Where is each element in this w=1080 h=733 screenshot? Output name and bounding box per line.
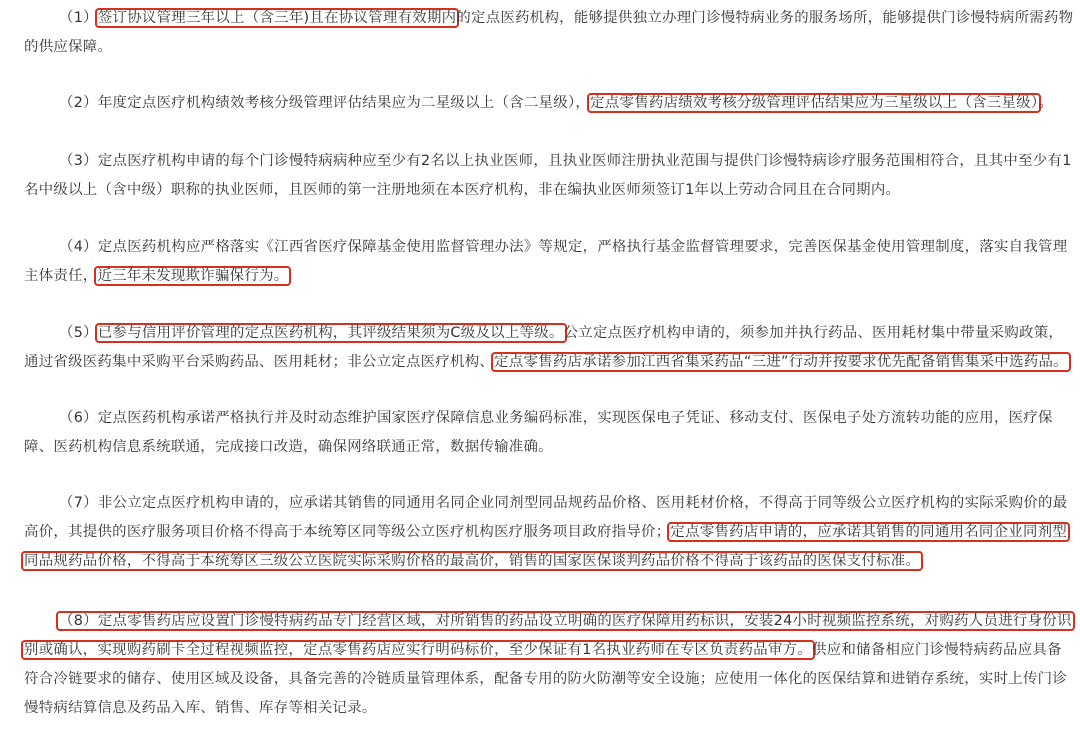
paragraph-1-line: [0, 34, 1080, 60]
paragraph-text: 供应和储备相应门诊慢特病药品应具备: [812, 642, 1062, 658]
paragraph-text: 通过省级医药集中采购平台采购药品、医用耗材；非公立定点医疗机构、: [24, 354, 495, 370]
paragraph-8-line: [0, 637, 1080, 663]
highlighted-text: 定点零售药店承诺参加江西省集采药品“三进”行动并按要求优先配备销售集采中选药品。: [491, 352, 1071, 372]
paragraph-4-line: [0, 263, 1080, 289]
paragraph-text: 公立定点医疗机构申请的，须参加并执行药品、医用耗材集中带量采购政策，: [563, 325, 1064, 341]
paragraph-6-line: [0, 405, 1080, 431]
paragraph-text: 高价，其提供的医疗服务项目价格不得高于本统筹区同等级公立医疗机构医疗服务项目政府指导价；: [24, 524, 671, 540]
paragraph-7-line: [0, 548, 1080, 574]
paragraph-text: （4）定点医药机构应严格落实《江西省医疗保障基金使用监督管理办法》等规定，严格执行基金监督管理要求，完善医保基金使用管理制度，落实自我管理: [59, 239, 1068, 255]
paragraph-text: 名中级以上（含中级）职称的执业医师，且医师的第一注册地须在本医疗机构，非在编执业医师须签订1年以上劳动合同且在合同期内。: [24, 182, 901, 198]
paragraph-5-line: [0, 349, 1080, 375]
highlighted-text: 定点零售药店绩效考核分级管理评估结果应为三星级以上（含三星级）: [587, 93, 1041, 113]
paragraph-5-line: [0, 320, 1080, 346]
paragraph-text: （6）定点医药机构承诺严格执行并及时动态维护国家医疗保障信息业务编码标准，实现医保电子凭证、移动支付、医保电子处方流转功能的应用，医疗保: [59, 410, 1053, 426]
paragraph-text: 。: [1038, 95, 1054, 111]
highlighted-text: 同品规药品价格，不得高于本统筹区三级公立医院实际采购价格的最高价，销售的国家医保谈判药品价格不得高于该药品的医保支付标准。: [21, 551, 923, 571]
paragraph-text: 主体责任，: [24, 268, 98, 284]
paragraph-text: 符合冷链要求的储存、使用区域及设备，具备完善的冷链质量管理体系，配备专用的防火防潮等安全设施；应使用一体化的医保结算和进销存系统，实时上传门诊: [24, 671, 1068, 687]
paragraph-text: 的供应保障。: [24, 39, 113, 55]
paragraph-3-line: [0, 177, 1080, 203]
highlighted-text: 签订协议管理三年以上（含三年)且在协议管理有效期内: [95, 8, 460, 28]
paragraph-text: 障、医药机构信息系统联通，完成接口改造，确保网络联通正常，数据传输准确。: [24, 439, 553, 455]
paragraph-1-line: [0, 5, 1080, 31]
paragraph-7-line: [0, 519, 1080, 545]
highlighted-text: 近三年未发现欺诈骗保行为。: [94, 266, 291, 286]
paragraph-text: 慢特病结算信息及药品入库、销售、库存等相关记录。: [24, 700, 377, 716]
paragraph-8-line: [0, 666, 1080, 692]
paragraph-8-line: [0, 608, 1080, 634]
paragraph-4-line: [0, 234, 1080, 260]
highlighted-text: （8）定点零售药店应设置门诊慢特病药品专门经营区域，对所销售的药品设立明确的医疗保障用药标识，安装24小时视频监控系统，对购药人员进行身份识: [56, 611, 1075, 631]
paragraph-text: （2）年度定点医疗机构绩效考核分级管理评估结果应为二星级以上（含二星级），: [59, 95, 591, 111]
highlighted-text: 别或确认，实现购药刷卡全过程视频监控，定点零售药店应实行明码标价，至少保证有1名执业药师在专区负责药品审方。: [21, 640, 815, 660]
paragraph-text: （1）: [59, 10, 98, 26]
highlighted-text: 定点零售药店申请的，应承诺其销售的同通用名同企业同剂型: [667, 522, 1070, 542]
paragraph-text: （3）定点医疗机构申请的每个门诊慢特病病种应至少有2名以上执业医师，且执业医师注册执业范围与提供门诊慢特病诊疗服务范围相符合，且其中至少有1: [59, 153, 1072, 169]
paragraph-text: 的定点医药机构，能够提供独立办理门诊慢特病业务的服务场所，能够提供门诊慢特病所需药物: [456, 10, 1074, 26]
paragraph-text: （5）: [59, 325, 98, 341]
paragraph-text: （7）非公立定点医疗机构申请的，应承诺其销售的同通用名同企业同剂型同品规药品价格、医用耗材价格，不得高于同等级公立医疗机构的实际采购价的最: [59, 495, 1068, 511]
paragraph-2-line: [0, 90, 1080, 116]
paragraph-3-line: [0, 148, 1080, 174]
paragraph-6-line: [0, 434, 1080, 460]
paragraph-8-line: [0, 695, 1080, 721]
highlighted-text: 已参与信用评价管理的定点医药机构，其评级结果须为C级及以上等级。: [95, 323, 567, 343]
paragraph-7-line: [0, 490, 1080, 516]
